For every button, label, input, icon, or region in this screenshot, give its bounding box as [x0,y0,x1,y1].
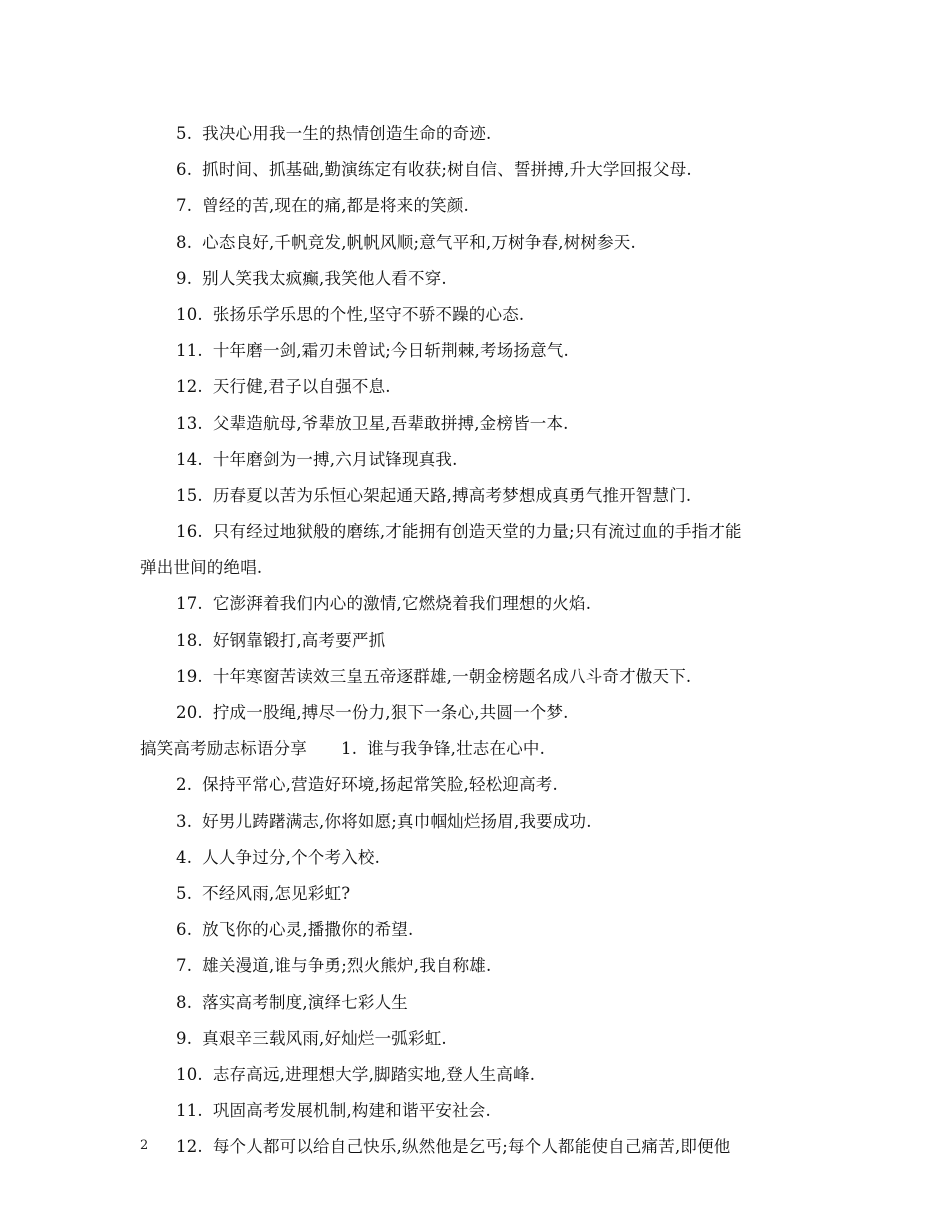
section-heading-line [140,731,820,767]
list-item [140,550,820,586]
item-number: 10. [176,1064,203,1084]
item-text: 心态良好,千帆竞发,帆帆风顺;意气平和,万树争春,树树参天. [202,232,636,252]
list-item [140,1021,820,1057]
list-item [140,152,820,188]
list-item [140,1057,820,1093]
item-number: 7. [176,196,193,216]
item-text: 保持平常心,营造好环境,扬起常笑脸,轻松迎高考. [202,775,558,795]
item-number: 9. [176,1028,193,1048]
slogan-list [140,116,820,1165]
list-item [140,586,820,622]
item-number: 9. [176,268,193,288]
list-item [140,912,820,948]
item-number: 14. [176,449,203,469]
item-text: 天行健,君子以自强不息. [212,377,391,397]
list-item [140,695,820,731]
item-text: 人人争过分,个个考入校. [202,847,381,867]
item-text: 曾经的苦,现在的痛,都是将来的笑颜. [202,196,469,216]
item-number: 6. [176,160,193,180]
list-item [140,333,820,369]
item-text: 抓时间、抓基础,勤演练定有收获;树自信、誓拼搏,升大学回报父母. [202,160,692,180]
page-number: 2 [140,1138,149,1153]
item-text: 十年寒窗苦读效三皇五帝逐群雄,一朝金榜题名成八斗奇才傲天下. [212,666,692,686]
list-item [140,442,820,478]
item-number: 5. [176,124,193,143]
item-number: 16. [176,522,203,542]
item-text: 只有经过地狱般的磨练,才能拥有创造天堂的力量;只有流过血的手指才能 [212,522,742,542]
item-text: 落实高考制度,演绎七彩人生 [202,992,409,1012]
list-item [140,514,820,550]
item-text: 别人笑我太疯癫,我笑他人看不穿. [202,268,447,288]
item-text: 谁与我争锋,壮志在心中. [367,739,546,759]
item-number: 8. [176,232,193,252]
item-text: 放飞你的心灵,播撒你的希望. [202,920,414,940]
list-item [140,659,820,695]
item-text: 它澎湃着我们内心的激情,它燃烧着我们理想的火焰. [212,594,592,614]
item-number: 11. [176,1101,203,1121]
item-text: 好男儿踌躇满志,你将如愿;真巾帼灿烂扬眉,我要成功. [202,811,592,831]
list-item [140,985,820,1021]
item-number: 7. [176,956,193,976]
item-number: 6. [176,920,193,940]
list-item [140,948,820,984]
list-item [140,116,820,152]
item-text: 张扬乐学乐思的个性,坚守不骄不躁的心态. [212,304,525,324]
list-item [140,876,820,912]
item-number: 13. [176,413,203,433]
item-text: 巩固高考发展机制,构建和谐平安社会. [212,1101,491,1121]
item-text: 不经风雨,怎见彩虹? [202,883,351,903]
item-text: 我决心用我一生的热情创造生命的奇迹. [202,124,492,143]
list-item [140,261,820,297]
item-number: 18. [176,630,203,650]
list-item [140,1129,820,1165]
list-item [140,369,820,405]
item-text: 十年磨剑为一搏,六月试锋现真我. [212,449,458,469]
item-number: 8. [176,992,193,1012]
item-number: 17. [176,594,203,614]
list-item [140,767,820,803]
list-item [140,297,820,333]
list-item [140,804,820,840]
item-number: 15. [176,485,203,505]
item-text: 历春夏以苦为乐恒心架起通天路,搏高考梦想成真勇气推开智慧门. [212,485,692,505]
item-text: 父辈造航母,爷辈放卫星,吾辈敢拼搏,金榜皆一本. [212,413,569,433]
list-item [140,188,820,224]
item-text: 雄关漫道,谁与争勇;烈火熊炉,我自称雄. [202,956,492,976]
item-number: 12. [176,377,203,397]
item-number: 3. [176,811,193,831]
item-number: 5. [176,883,193,903]
item-number: 11. [176,341,203,361]
item-number: 10. [176,304,203,324]
list-item [140,225,820,261]
item-text: 弹出世间的绝唱. [140,558,263,578]
item-number: 12. [176,1137,203,1157]
item-text: 每个人都可以给自己快乐,纵然他是乞丐;每个人都能使自己痛苦,即便他 [212,1137,731,1157]
item-number: 1. [341,739,358,759]
item-number: 19. [176,666,203,686]
item-text: 志存高远,进理想大学,脚踏实地,登人生高峰. [212,1064,536,1084]
item-number: 2. [176,775,193,795]
item-text: 十年磨一剑,霜刃未曾试;今日斩荆棘,考场扬意气. [212,341,569,361]
list-item [140,840,820,876]
item-number: 20. [176,703,203,722]
item-number: 4. [176,847,193,867]
item-text: 真艰辛三载风雨,好灿烂一弧彩虹. [202,1028,447,1048]
list-item [140,623,820,659]
list-item [140,478,820,514]
list-item [140,406,820,442]
list-item [140,1093,820,1129]
item-text: 拧成一股绳,搏尽一份力,狠下一条心,共圆一个梦. [212,703,569,722]
item-text: 好钢靠锻打,高考要严抓 [212,630,386,650]
section-heading: 搞笑高考励志标语分享 [140,739,307,759]
